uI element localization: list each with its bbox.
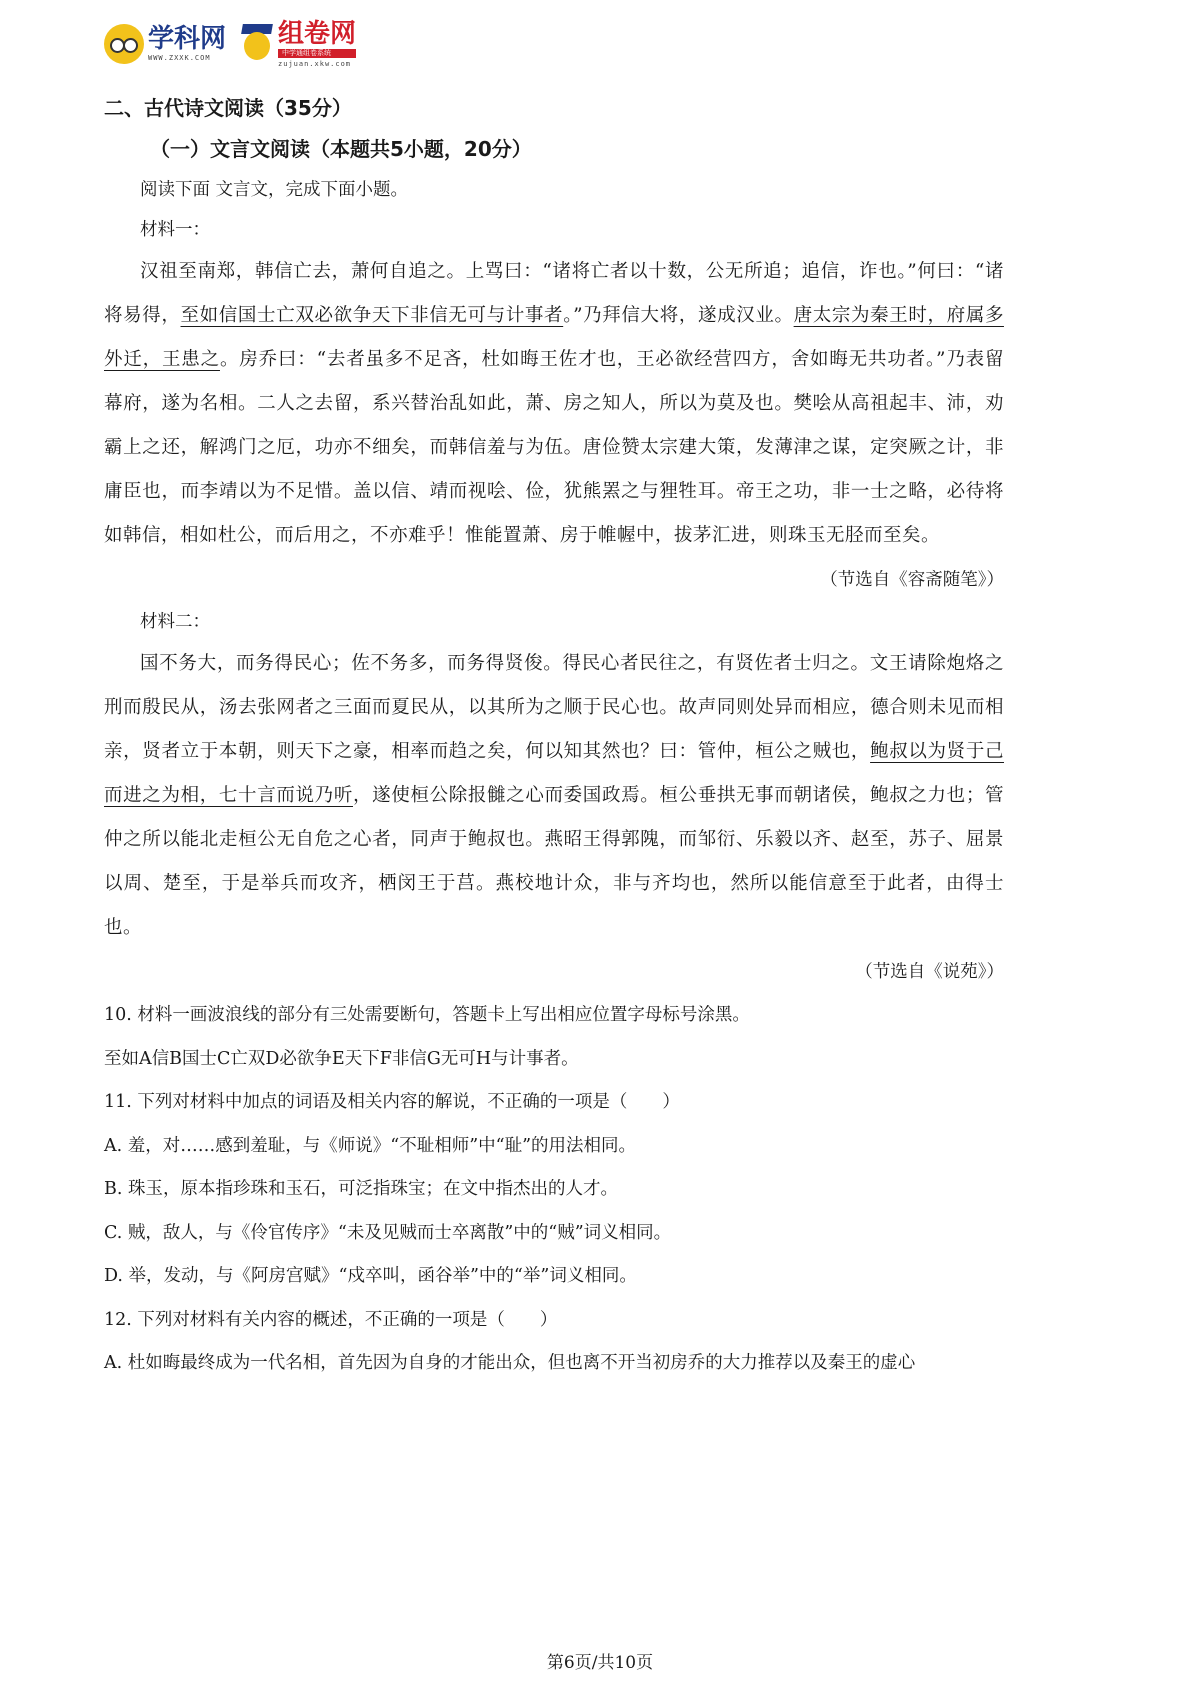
material2-label: 材料二： — [140, 612, 210, 632]
material2-underlined-sentence: 鲍叔以为贤于己而进之为相，七十言而说乃听 — [104, 741, 1004, 806]
material1-source: （节选自《容斋随笔》） — [820, 570, 1004, 590]
material1-underlined-sentence: 唐太宗为秦王时，府属多外迁，王患之 — [104, 305, 1004, 370]
material2-text — [104, 642, 1004, 950]
questions — [104, 994, 1004, 1386]
question-line: 11. 下列对材料中加点的词语及相关内容的解说，不正确的一项是（ ） — [104, 1092, 680, 1112]
subsection-title: （一）文言文阅读（本题共5小题，20分） — [150, 137, 532, 161]
page-content — [104, 88, 1004, 1386]
owl-mascot-icon — [104, 24, 144, 64]
zujuan-logo-url: zujuan.xkw.com — [278, 59, 352, 68]
question-option: B. 珠玉，原本指珍珠和玉石，可泛指珠宝；在文中指杰出的人才。 — [104, 1179, 618, 1199]
question-line: 10. 材料一画波浪线的部分有三处需要断句，答题卡上写出相应位置字母标号涂黑。 — [104, 1005, 750, 1025]
question-option: A. 杜如晦最终成为一代名相，首先因为自身的才能出众，但也离不开当初房乔的大力推荐以及秦王的虚心 — [104, 1353, 916, 1373]
section-title: 二、古代诗文阅读（35分） — [104, 96, 352, 120]
zxxk-logo-url: WWW.ZXXK.COM — [148, 54, 211, 62]
question-line: 至如A信B国士C亡双D必欲争E天下F非信G无可H与计事者。 — [104, 1048, 579, 1069]
material2-part-b: ，遂使桓公除报雠之心而委国政焉。桓公垂拱无事而朝诸侯，鲍叔之力也；管仲之所以能北走桓公无自危之心者，同声于鲍叔也。燕昭王得郭隗，而邹衍、乐毅以齐、赵至，苏子、屈景以周、楚至，于是举兵而攻齐，栖闵王于莒。燕校地计众，非与齐均也，然所以能信意至于此者，由得士也。 — [104, 785, 1004, 938]
material1-part-a: 汉祖至南郑，韩信亡去，萧何自追之。上骂曰：“诸将亡者以十数，公无所追；追信，诈也。”何曰：“诸将易得， — [104, 261, 1004, 326]
page-number: 第6页/共10页 — [546, 1653, 654, 1673]
material1-text — [104, 250, 1004, 558]
material1-wavy-line-sentence: 至如信国士亡双必欲争天下非信无可与计事者 — [180, 305, 564, 326]
instruction: 阅读下面 文言文，完成下面小题。 — [140, 180, 409, 200]
zujuan-logo[interactable] — [240, 18, 357, 68]
material2-part-a: 国不务大，而务得民心；佐不务多，而务得贤俊。得民心者民往之，有贤佐者士归之。文王请除炮烙之刑而殷民从，汤去张网者之三面而夏民从，以其所为之顺于民心也。故声同则处异而相应，德合则未见而相亲，贤者立于本朝，则天下之豪，相率而趋之矣，何以知其然也？曰：管仲，桓公之贼也， — [104, 653, 1004, 762]
material1-part-b: 。”乃拜信大将，遂成汉业。 — [563, 305, 794, 326]
material1-label: 材料一： — [140, 220, 210, 240]
question-option: C. 贼，敌人，与《伶官传序》“未及见贼而士卒离散”中的“贼”词义相同。 — [104, 1222, 672, 1243]
question-option: D. 举，发动，与《阿房宫赋》“戍卒叫，函谷举”中的“举”词义相同。 — [104, 1266, 637, 1286]
zujuan-logo-tag: 中学通组卷系统 — [278, 49, 356, 58]
zxxk-logo-name: 学科网 — [148, 24, 227, 54]
question-line: 12. 下列对材料有关内容的概述，不正确的一项是（ ） — [104, 1309, 558, 1330]
header-logos — [104, 18, 356, 70]
material2-source: （节选自《说苑》） — [855, 962, 1004, 982]
material1-part-c: 。房乔曰：“去者虽多不足吝，杜如晦王佐才也，王必欲经营四方，舍如晦无共功者。”乃表留幕府，遂为名相。二人之去留，系兴替治乱如此，萧、房之知人，所以为莫及也。樊哙从高祖起丰、沛，劝霸上之还，解鸿门之厄，功亦不细矣，而韩信羞与为伍。唐俭赞太宗建大策，发薄津之谋，定突厥之计，非庸臣也，而李靖以为不足惜。盖以信、靖而视哙、俭，犹熊罴之与狸牲耳。帝王之功，非一士之略，必待将如韩信，相如杜公，而后用之，不亦难乎！惟能置萧、房于帷幄中，拔茅汇进，则珠玉无胫而至矣。 — [104, 349, 1004, 546]
student-mascot-icon — [240, 24, 274, 64]
zxxk-logo[interactable] — [104, 24, 226, 64]
zujuan-logo-name: 组卷网 — [278, 18, 357, 49]
question-option: A. 羞，对……感到羞耻，与《师说》“不耻相师”中“耻”的用法相同。 — [104, 1135, 637, 1156]
